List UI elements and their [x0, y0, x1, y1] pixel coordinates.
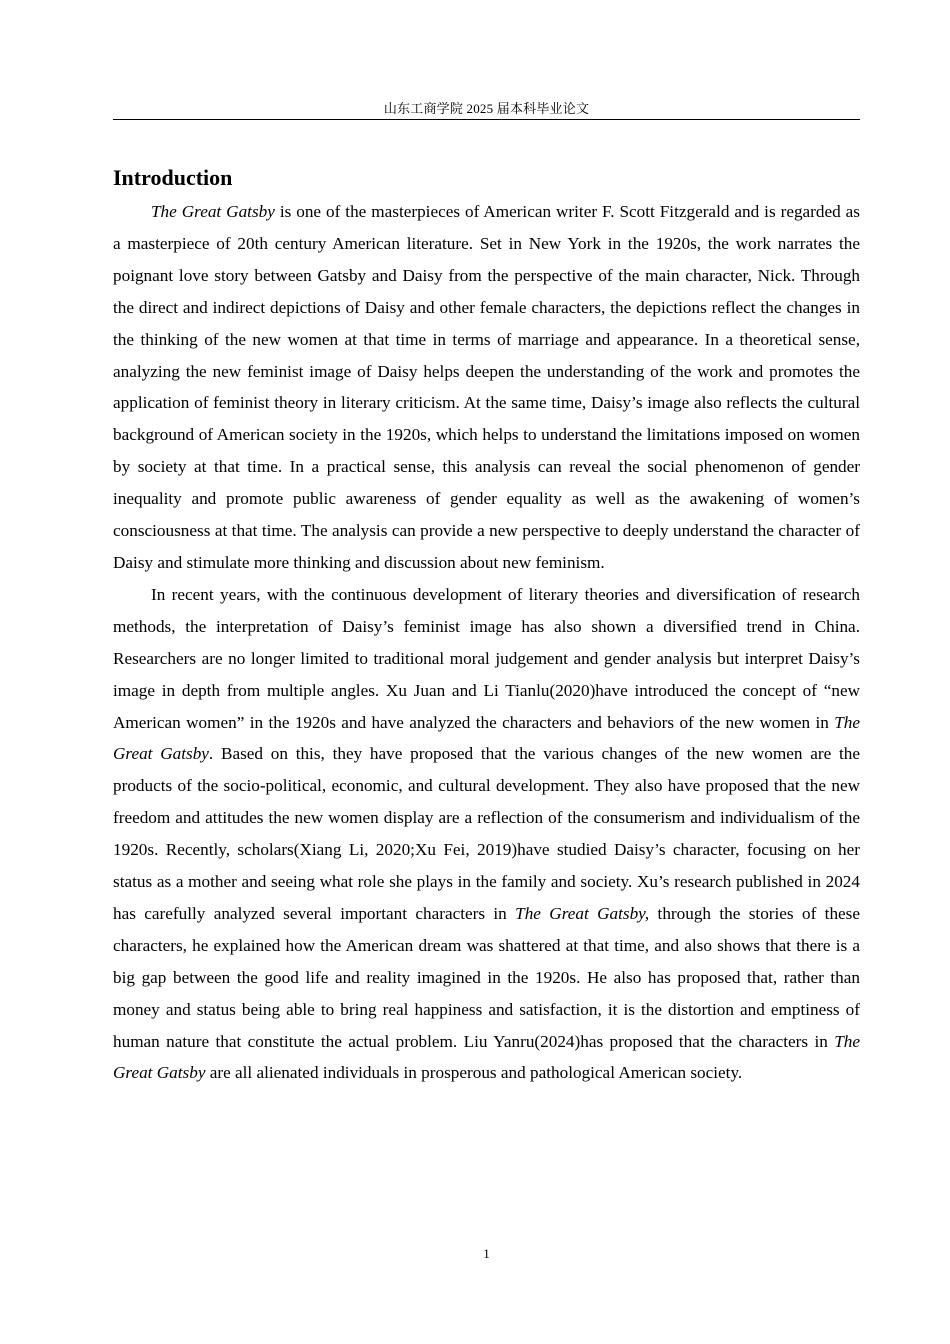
text-span: The Great Gatsby,: [515, 903, 650, 923]
paragraph: [113, 196, 860, 579]
text-span: is one of the masterpieces of American writer F. Scott Fitzgerald and is regarded as a masterpiece of 20th century American literature. Set in New York in the 1920s, the work narrates the poignant love story between Gatsby and Daisy from the perspective of the main character, Nick. Through the direct and indirect depictions of Daisy and other female characters, the depictions reflect the changes in the thinking of the new women at that time in terms of marriage and appearance. In a theoretical sense, analyzing the new feminist image of Daisy helps deepen the understanding of the work and promotes the application of feminist theory in literary criticism. At the same time, Daisy’s image also reflects the cultural background of American society in the 1920s, which helps to understand the limitations imposed on women by society at that time. In a practical sense, this analysis can reveal the social phenomenon of gender inequality and promote public awareness of gender equality as well as the awakening of women’s consciousness at that time. The analysis can provide a new perspective to deeply understand the character of Daisy and stimulate more thinking and discussion about new feminism.: [113, 202, 860, 572]
body-text: [113, 196, 860, 1089]
text-span: The Great Gatsby: [151, 202, 275, 221]
text-span: are all alienated individuals in prosperous and pathological American society.: [205, 1063, 743, 1083]
text-span: . Based on this, they have proposed that the various changes of the new women are the products of the socio-political, economic, and cultural development. They also have proposed that the new freedom and attitudes the new women display are a reflection of the consumerism and individualism of the 1920s. Recently, scholars(Xiang Li, 2020;Xu Fei, 2019)have studied Daisy’s character, focusing on her status as a mother and seeing what role she plays in the family and society. Xu’s research published in 2024 has carefully analyzed several important characters in: [113, 744, 860, 923]
running-header: 山东工商学院 2025 届本科毕业论文: [383, 101, 590, 116]
text-span: The Great Gatsby: [113, 712, 860, 764]
paragraph: [113, 579, 860, 1090]
text-span: In recent years, with the continuous development of literary theories and diversification of research methods, the interpretation of Daisy’s feminist image has also shown a diversified trend in China. Researchers are no longer limited to traditional moral judgement and gender analysis but interpret Daisy’s image in depth from multiple angles. Xu Juan and Li Tianlu(2020)have introduced the concept of “new American women” in the 1920s and have analyzed the characters and behaviors of the new women in: [113, 584, 860, 732]
text-span: through the stories of these characters, he explained how the American dream was shattered at that time, and also shows that there is a big gap between the good life and reality imagined in the 1920s. He also has proposed that, rather than money and status being able to bring real happiness and satisfaction, it is the distortion and emptiness of human nature that constitute the actual problem. Liu Yanru(2024)has proposed that the characters in: [113, 903, 860, 1051]
text-span: The Great Gatsby: [113, 1031, 860, 1083]
header-rule: [113, 119, 860, 120]
page-number: 1: [483, 1246, 490, 1261]
section-heading: Introduction: [113, 165, 233, 190]
